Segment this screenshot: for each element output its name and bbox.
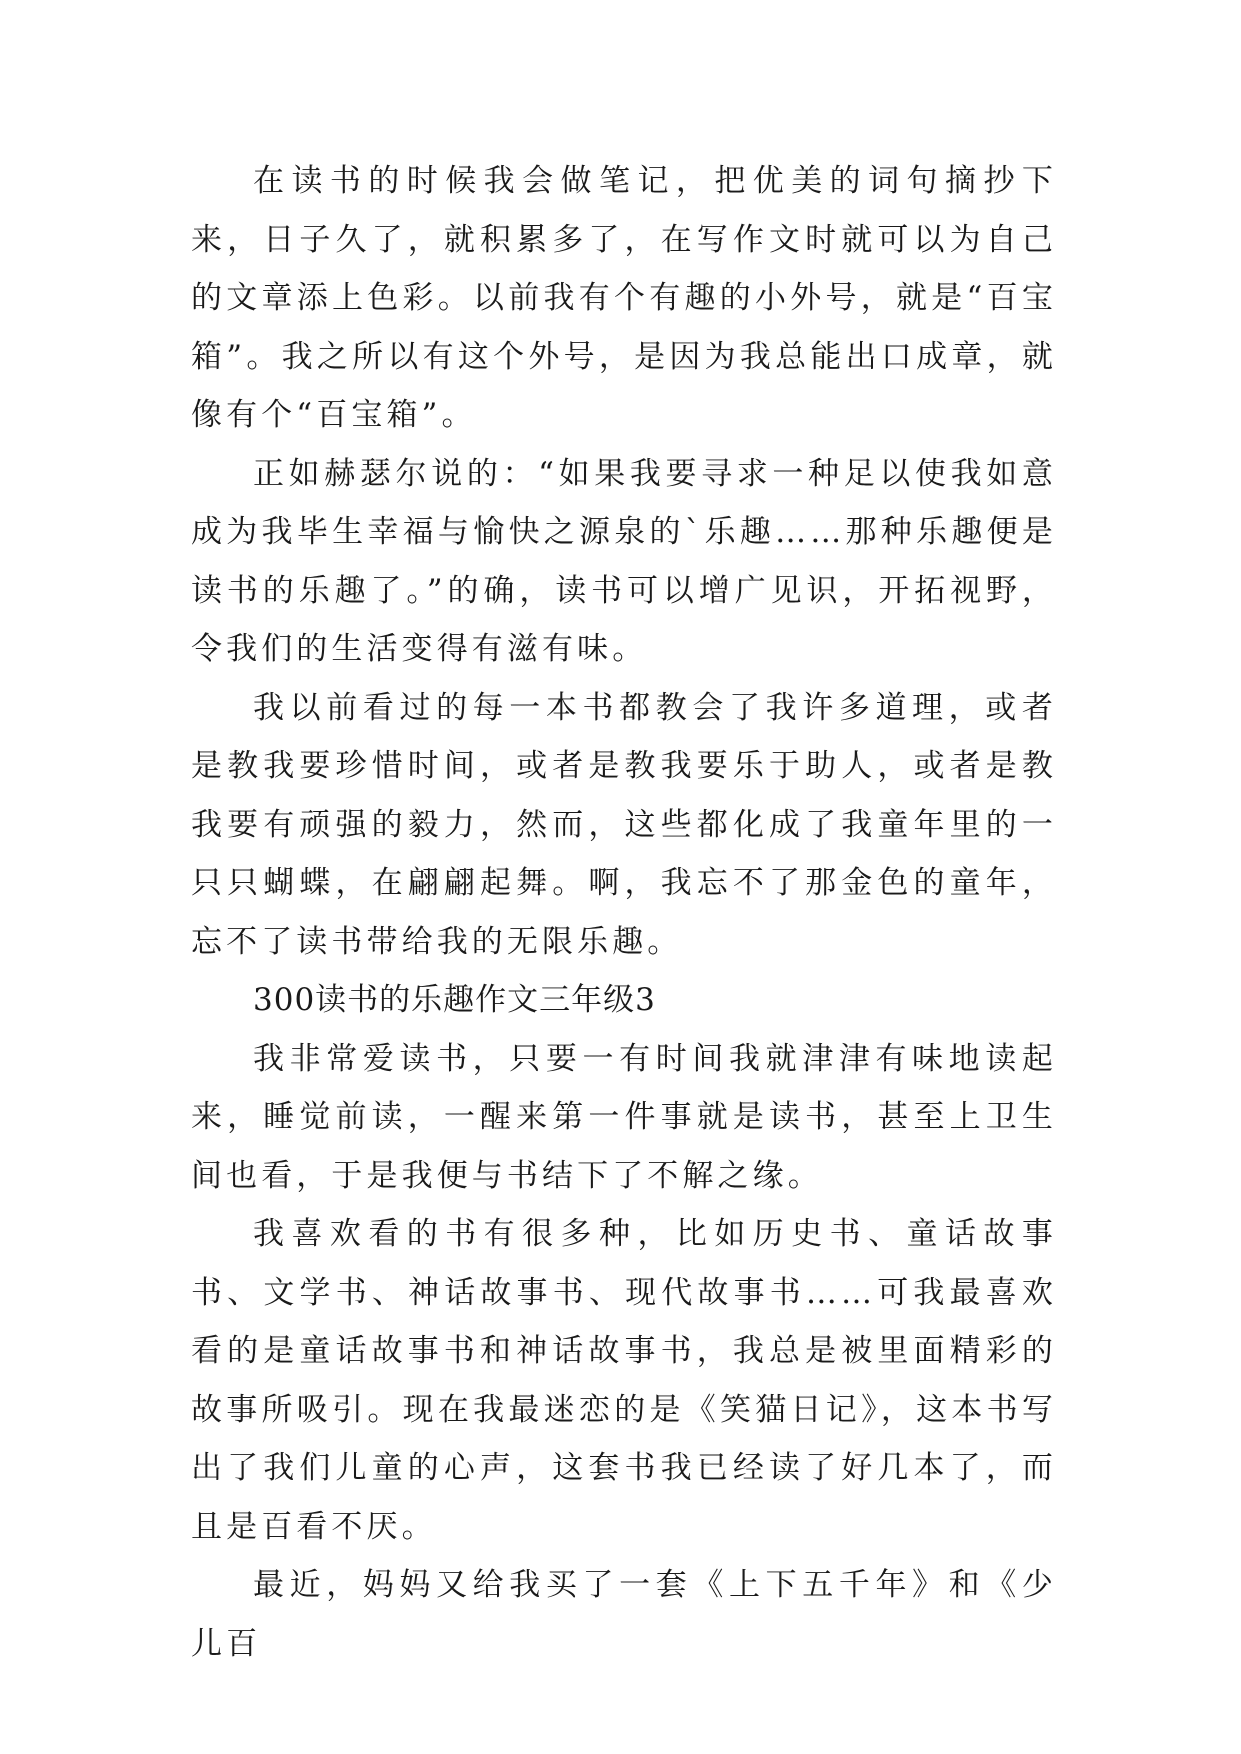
paragraph-love-reading: 我非常爱读书，只要一有时间我就津津有味地读起来，睡觉前读，一醒来第一件事就是读书，甚至上卫生间也看，于是我便与书结下了不解之缘。 xyxy=(191,1040,1057,1194)
paragraph-recent-books: 最近，妈妈又给我买了一套《上下五千年》和《少儿百 xyxy=(191,1567,1057,1662)
section-heading: 300读书的乐趣作文三年级3 xyxy=(253,982,656,1018)
document-body xyxy=(191,152,1057,1673)
paragraph-lessons: 我以前看过的每一本书都教会了我许多道理，或者是教我要珍惜时间，或者是教我要乐于助人，或者是教我要有顽强的毅力，然而，这些都化成了我童年里的一只只蝴蝶，在翩翩起舞。啊，我忘不了那金色的童年，忘不了读书带给我的无限乐趣。 xyxy=(191,689,1057,960)
paragraph-notes: 在读书的时候我会做笔记，把优美的词句摘抄下来，日子久了，就积累多了，在写作文时就可以为自己的文章添上色彩。以前我有个有趣的小外号，就是“百宝箱”。我之所以有这个外号，是因为我总能出口成章，就像有个“百宝箱”。 xyxy=(191,163,1057,433)
paragraph-quote: 正如赫瑟尔说的：“如果我要寻求一种足以使我如意成为我毕生幸福与愉快之源泉的`乐趣……那种乐趣便是读书的乐趣了。”的确，读书可以增广见识，开拓视野，令我们的生活变得有滋有味。 xyxy=(191,455,1057,667)
paragraph-favorite-books: 我喜欢看的书有很多种，比如历史书、童话故事书、文学书、神话故事书、现代故事书……可我最喜欢看的是童话故事书和神话故事书，我总是被里面精彩的故事所吸引。现在我最迷恋的是《笑猫日记》，这本书写出了我们儿童的心声，这套书我已经读了好几本了，而且是百看不厌。 xyxy=(191,1216,1057,1545)
